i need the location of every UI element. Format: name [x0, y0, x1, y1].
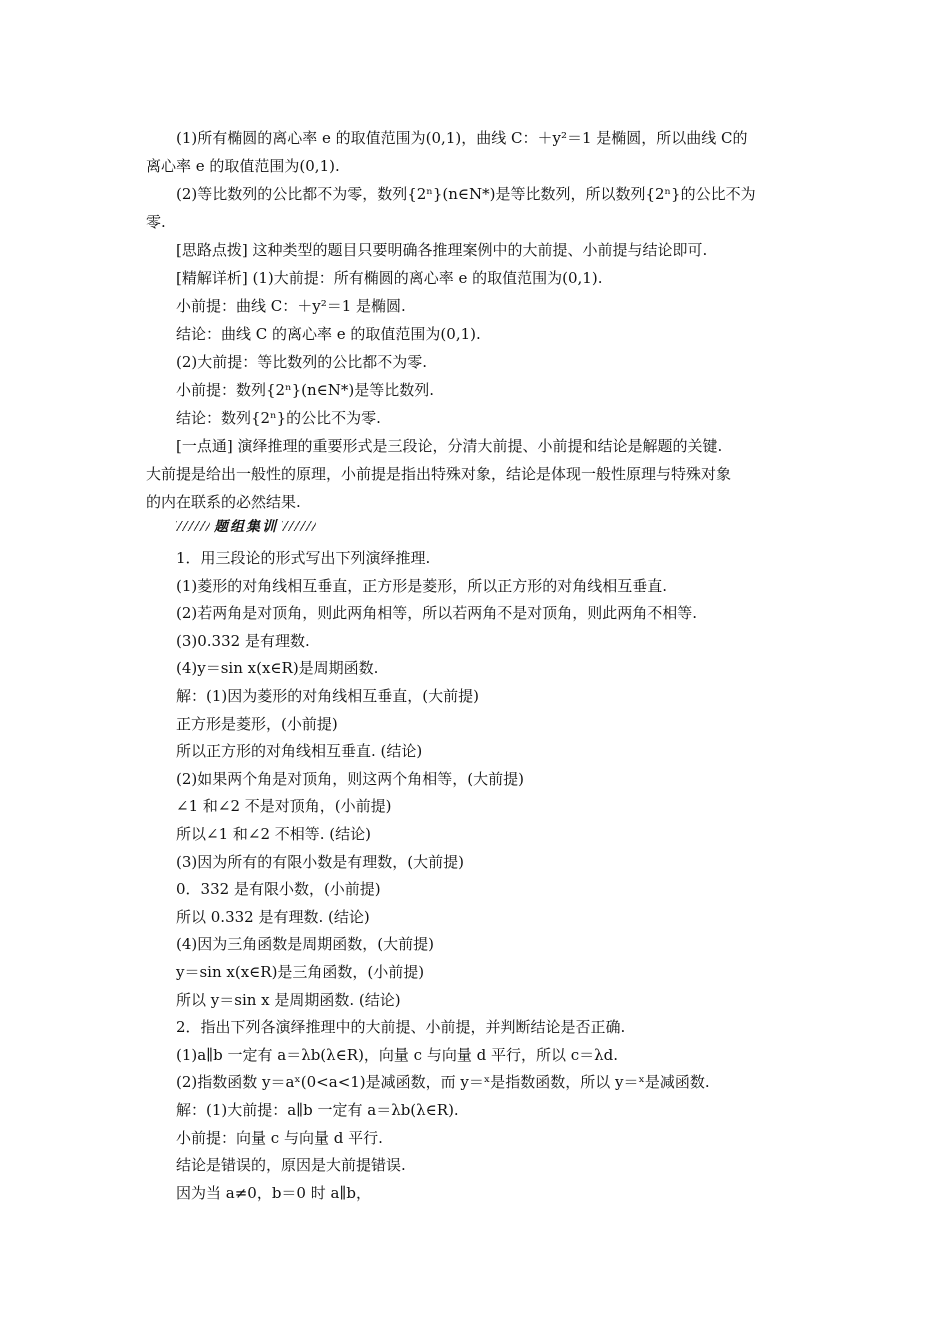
section-banner — [176, 516, 316, 536]
section-title: 题组集训 — [214, 519, 278, 535]
exercise-line: 因为当 a≠0，b＝0 时 a∥b， — [176, 1184, 371, 1202]
exercise-line: ∠1 和∠2 不是对顶角，(小前提) — [176, 797, 392, 815]
exercise-line: 小前提：向量 c 与向量 d 平行. — [176, 1129, 383, 1147]
text-line: 小前提：数列{2ⁿ}(n∈N*)是等比数列. — [176, 381, 434, 399]
exercise-line: 所以 y＝sin x 是周期函数. (结论) — [176, 991, 401, 1009]
exercise-line: (2)若两角是对顶角，则此两角相等，所以若两角不是对顶角，则此两角不相等. — [176, 604, 698, 622]
exercise-line: 0．332 是有限小数，(小前提) — [176, 880, 381, 898]
text-line: (1)所有椭圆的离心率 e 的取值范围为(0,1)，曲线 C：＋y²＝1 是椭圆，所以曲线 C的 — [176, 129, 748, 147]
exercise-line: 所以∠1 和∠2 不相等. (结论) — [176, 825, 372, 843]
text-line: (2)大前提：等比数列的公比都不为零. — [176, 353, 428, 371]
text-line: (2)等比数列的公比都不为零，数列{2ⁿ}(n∈N*)是等比数列，所以数列{2ⁿ}的公比不为 — [176, 185, 756, 203]
exercise-line: (2)如果两个角是对顶角，则这两个角相等，(大前提) — [176, 770, 524, 788]
exercise-line: 解：(1)因为菱形的对角线相互垂直，(大前提) — [176, 687, 479, 705]
text-line: 零. — [146, 213, 166, 231]
exercise-line: 所以正方形的对角线相互垂直. (结论) — [176, 742, 423, 760]
exercise-line: 1．用三段论的形式写出下列演绎推理. — [176, 549, 431, 567]
exercise-line: (1)菱形的对角线相互垂直，正方形是菱形，所以正方形的对角线相互垂直. — [176, 577, 668, 595]
exercise-line: 所以 0.332 是有理数. (结论) — [176, 908, 370, 926]
hatch-decoration-left — [176, 521, 210, 531]
text-line: 结论：曲线 C 的离心率 e 的取值范围为(0,1). — [176, 325, 481, 343]
exercise-line: y＝sin x(x∈R)是三角函数，(小前提) — [176, 963, 425, 981]
exercise-line: (2)指数函数 y＝aˣ(0<a<1)是减函数，而 y＝ˣ是指数函数，所以 y＝ˣ是减函数. — [176, 1073, 710, 1091]
exercise-line: 2．指出下列各演绎推理中的大前提、小前提，并判断结论是否正确. — [176, 1018, 626, 1036]
exercise-line: (4)y＝sin x(x∈R)是周期函数. — [176, 659, 379, 677]
text-line: [一点通] 演绎推理的重要形式是三段论，分清大前提、小前提和结论是解题的关键. — [176, 437, 723, 455]
exercise-line: 解：(1)大前提：a∥b 一定有 a＝λb(λ∈R). — [176, 1101, 459, 1119]
hatch-decoration-right — [282, 521, 316, 531]
exercise-line: (4)因为三角函数是周期函数，(大前提) — [176, 935, 434, 953]
exercise-line: (1)a∥b 一定有 a＝λb(λ∈R)，向量 c 与向量 d 平行，所以 c＝λd. — [176, 1046, 619, 1064]
text-line: [精解详析] (1)大前提：所有椭圆的离心率 e 的取值范围为(0,1). — [176, 269, 603, 287]
text-line: 离心率 e 的取值范围为(0,1). — [146, 157, 340, 175]
exercise-line: (3)0.332 是有理数. — [176, 632, 310, 650]
exercise-line: 结论是错误的，原因是大前提错误. — [176, 1156, 406, 1174]
text-line: 大前提是给出一般性的原理，小前提是指出特殊对象，结论是体现一般性原理与特殊对象 — [146, 465, 732, 483]
text-line: [思路点拨] 这种类型的题目只要明确各推理案例中的大前提、小前提与结论即可. — [176, 241, 708, 259]
text-line: 结论：数列{2ⁿ}的公比不为零. — [176, 409, 381, 427]
exercise-line: 正方形是菱形，(小前提) — [176, 715, 338, 733]
text-line: 小前提：曲线 C：＋y²＝1 是椭圆. — [176, 297, 406, 315]
text-line: 的内在联系的必然结果. — [146, 493, 301, 511]
exercise-line: (3)因为所有的有限小数是有理数，(大前提) — [176, 853, 464, 871]
